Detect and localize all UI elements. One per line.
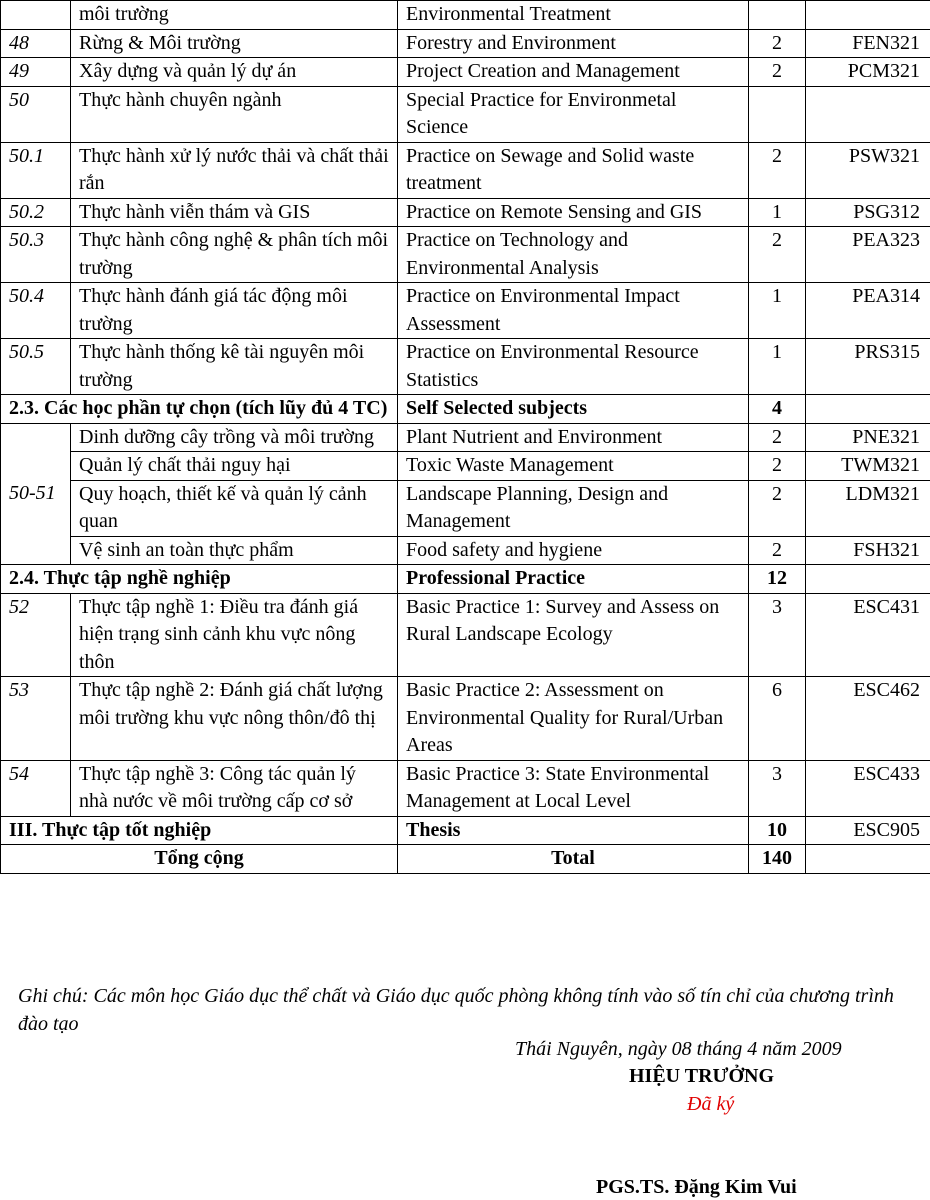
total-credits: 140 xyxy=(749,845,806,874)
subject-code xyxy=(806,1,930,30)
credits: 1 xyxy=(749,339,806,395)
subject-code: PEA314 xyxy=(806,283,930,339)
section-credits: 10 xyxy=(749,816,806,845)
subject-name-vn: Quản lý chất thải nguy hại xyxy=(71,452,398,481)
table-row xyxy=(1,339,930,395)
subject-name-vn: Thực hành thống kê tài nguyên môi trường xyxy=(71,339,398,395)
subject-name-vn: Thực hành viễn thám và GIS xyxy=(71,198,398,227)
subject-name-en: Plant Nutrient and Environment xyxy=(398,423,749,452)
credits: 2 xyxy=(749,452,806,481)
subject-name-en: Forestry and Environment xyxy=(398,29,749,58)
subject-code: LDM321 xyxy=(806,480,930,536)
table-row xyxy=(1,29,930,58)
subject-name-en: Toxic Waste Management xyxy=(398,452,749,481)
subject-name-vn: Thực hành đánh giá tác động môi trường xyxy=(71,283,398,339)
table-row xyxy=(1,677,930,761)
table-row xyxy=(1,593,930,677)
subject-code: PNE321 xyxy=(806,423,930,452)
subject-code: PSW321 xyxy=(806,142,930,198)
credits: 2 xyxy=(749,29,806,58)
subject-code: ESC431 xyxy=(806,593,930,677)
total-row xyxy=(1,845,930,874)
row-number: 50.1 xyxy=(1,142,71,198)
credits: 2 xyxy=(749,480,806,536)
subject-code: FSH321 xyxy=(806,536,930,565)
subject-name-vn: Xây dựng và quản lý dự án xyxy=(71,58,398,87)
row-number: 49 xyxy=(1,58,71,87)
section-title-vn: III. Thực tập tốt nghiệp xyxy=(1,816,398,845)
table-row xyxy=(1,142,930,198)
subject-name-vn: Thực hành xử lý nước thải và chất thải rắn xyxy=(71,142,398,198)
section-credits: 12 xyxy=(749,565,806,594)
credits: 2 xyxy=(749,58,806,87)
subject-name-en: Practice on Environmental Impact Assessment xyxy=(398,283,749,339)
rector-title: HIỆU TRƯỞNG xyxy=(629,1065,775,1087)
section-row-professional-practice xyxy=(1,565,930,594)
table-row xyxy=(1,480,930,536)
total-label-vn: Tổng cộng xyxy=(1,845,398,874)
table-row xyxy=(1,423,930,452)
section-code: ESC905 xyxy=(806,816,930,845)
subject-name-vn: Thực tập nghề 1: Điều tra đánh giá hiện trạng sinh cảnh khu vực nông thôn xyxy=(71,593,398,677)
row-number xyxy=(1,1,71,30)
signed-mark: Đã ký xyxy=(687,1093,735,1115)
table-row xyxy=(1,58,930,87)
subject-name-vn: Rừng & Môi trường xyxy=(71,29,398,58)
row-number: 48 xyxy=(1,29,71,58)
section-title-en: Self Selected subjects xyxy=(398,395,749,424)
subject-name-en: Basic Practice 2: Assessment on Environmental Quality for Rural/Urban Areas xyxy=(398,677,749,761)
subject-name-vn: Thực hành chuyên ngành xyxy=(71,86,398,142)
section-title-en: Thesis xyxy=(398,816,749,845)
section-code xyxy=(806,565,930,594)
row-number: 50.5 xyxy=(1,339,71,395)
subject-code: PCM321 xyxy=(806,58,930,87)
subject-name-en: Landscape Planning, Design and Management xyxy=(398,480,749,536)
total-label-en: Total xyxy=(398,845,749,874)
credits: 2 xyxy=(749,423,806,452)
subject-name-en: Practice on Technology and Environmental Analysis xyxy=(398,227,749,283)
subject-name-vn: Thực tập nghề 3: Công tác quản lý nhà nước về môi trường cấp cơ sở xyxy=(71,760,398,816)
credits: 6 xyxy=(749,677,806,761)
table-row xyxy=(1,536,930,565)
row-number: 54 xyxy=(1,760,71,816)
subject-name-en: Practice on Sewage and Solid waste treatment xyxy=(398,142,749,198)
table-row xyxy=(1,1,930,30)
subject-name-en: Basic Practice 3: State Environmental Management at Local Level xyxy=(398,760,749,816)
subject-name-vn: Thực tập nghề 2: Đánh giá chất lượng môi trường khu vực nông thôn/đô thị xyxy=(71,677,398,761)
table-row xyxy=(1,283,930,339)
row-number: 50.2 xyxy=(1,198,71,227)
subject-name-en: Environmental Treatment xyxy=(398,1,749,30)
table-row xyxy=(1,227,930,283)
subject-name-en: Practice on Environmental Resource Statistics xyxy=(398,339,749,395)
total-code xyxy=(806,845,930,874)
footnote: Ghi chú: Các môn học Giáo dục thể chất và Giáo dục quốc phòng không tính vào số tín chỉ của chương trình đào tạo xyxy=(18,985,894,1035)
section-title-vn: 2.4. Thực tập nghề nghiệp xyxy=(1,565,398,594)
subject-code xyxy=(806,86,930,142)
credits: 1 xyxy=(749,283,806,339)
subject-name-en: Project Creation and Management xyxy=(398,58,749,87)
section-title-en: Professional Practice xyxy=(398,565,749,594)
table-row xyxy=(1,452,930,481)
subject-name-en: Food safety and hygiene xyxy=(398,536,749,565)
section-credits: 4 xyxy=(749,395,806,424)
subject-name-vn: Vệ sinh an toàn thực phẩm xyxy=(71,536,398,565)
credits: 2 xyxy=(749,227,806,283)
subject-name-en: Practice on Remote Sensing and GIS xyxy=(398,198,749,227)
row-number: 50.3 xyxy=(1,227,71,283)
credits: 3 xyxy=(749,593,806,677)
signer-name: PGS.TS. Đặng Kim Vui xyxy=(596,1176,797,1198)
subject-name-en: Special Practice for Environmetal Science xyxy=(398,86,749,142)
subject-code: PRS315 xyxy=(806,339,930,395)
credits xyxy=(749,86,806,142)
credits: 3 xyxy=(749,760,806,816)
section-row-thesis xyxy=(1,816,930,845)
subject-name-vn: Dinh dưỡng cây trồng và môi trường xyxy=(71,423,398,452)
subject-code: TWM321 xyxy=(806,452,930,481)
subject-code: FEN321 xyxy=(806,29,930,58)
subject-code: ESC462 xyxy=(806,677,930,761)
subject-name-vn: Quy hoạch, thiết kế và quản lý cảnh quan xyxy=(71,480,398,536)
table-row xyxy=(1,86,930,142)
elective-number: 50-51 xyxy=(1,423,71,565)
credits: 2 xyxy=(749,142,806,198)
row-number: 50.4 xyxy=(1,283,71,339)
place-date: Thái Nguyên, ngày 08 tháng 4 năm 2009 xyxy=(515,1038,842,1060)
section-code xyxy=(806,395,930,424)
credits: 1 xyxy=(749,198,806,227)
subject-code: ESC433 xyxy=(806,760,930,816)
row-number: 52 xyxy=(1,593,71,677)
subject-name-vn: môi trường xyxy=(71,1,398,30)
subject-name-en: Basic Practice 1: Survey and Assess on Rural Landscape Ecology xyxy=(398,593,749,677)
credits xyxy=(749,1,806,30)
table-row xyxy=(1,760,930,816)
credits: 2 xyxy=(749,536,806,565)
row-number: 53 xyxy=(1,677,71,761)
section-row-electives xyxy=(1,395,930,424)
table-row xyxy=(1,198,930,227)
row-number: 50 xyxy=(1,86,71,142)
subject-code: PSG312 xyxy=(806,198,930,227)
subject-name-vn: Thực hành công nghệ & phân tích môi trường xyxy=(71,227,398,283)
subject-code: PEA323 xyxy=(806,227,930,283)
section-title-vn: 2.3. Các học phần tự chọn (tích lũy đủ 4 TC) xyxy=(1,395,398,424)
